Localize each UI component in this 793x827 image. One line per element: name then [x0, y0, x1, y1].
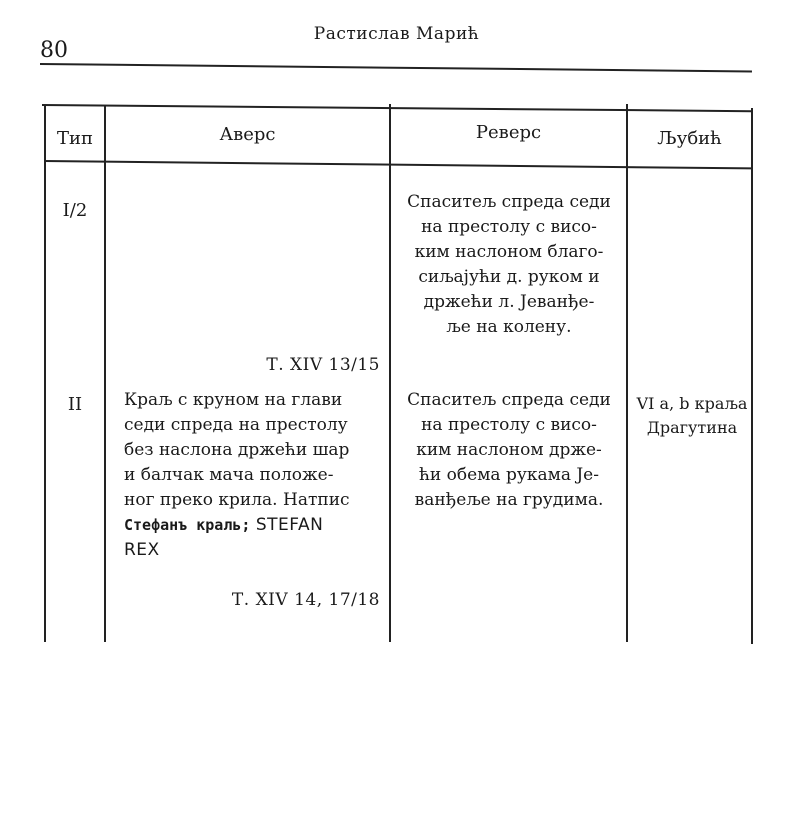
text-line: седи спреда на престолу: [124, 415, 348, 435]
text-line: ким наслоном благо-: [414, 242, 604, 262]
running-title: Растислав Марић: [313, 24, 480, 44]
text-line: без наслона држећи шар: [124, 440, 350, 460]
page-number: 80: [40, 38, 68, 63]
table-top-rule: [42, 104, 752, 112]
column-divider-3: [626, 104, 628, 642]
text-line: на престолу с висо-: [421, 217, 597, 237]
row2-ljubic: [630, 392, 754, 440]
text-line: ким наслоном држе-: [416, 440, 602, 460]
table-header-rule: [44, 160, 752, 169]
text-line: Спаситељ спреда седи: [407, 390, 611, 410]
column-divider-2: [389, 104, 391, 642]
col-header-type: Тип: [57, 128, 93, 149]
header-rule: [40, 63, 752, 72]
row2-type: II: [67, 394, 83, 415]
text-line: сиљајући д. руком и: [418, 267, 600, 287]
text-line: ље на колену.: [446, 317, 572, 337]
col-header-reverse: Реверс: [475, 122, 542, 143]
column-divider-1: [104, 106, 106, 642]
latin-inscription: STEFAN: [255, 515, 324, 535]
text-line: држећи л. Јеванђе-: [423, 292, 595, 312]
latin-inscription-cont: REX: [124, 540, 160, 560]
row2-obverse-ref: Т. XIV 14, 17/18: [231, 590, 380, 610]
text-line: ног преко крила. Натпис: [124, 490, 350, 510]
table-left-border: [44, 106, 46, 642]
row2-reverse: [393, 388, 625, 513]
row1-obverse-ref: Т. XIV 13/15: [266, 355, 380, 375]
text-line: ћи обема рукама Је-: [418, 465, 599, 485]
text-line: Спаситељ спреда седи: [407, 192, 611, 212]
text-line: Драгутина: [646, 418, 738, 437]
row1-type: I/2: [62, 200, 88, 221]
text-line: на престолу с висо-: [421, 415, 597, 435]
row2-obverse: [124, 388, 382, 563]
row1-reverse: [393, 190, 625, 340]
old-slavonic-inscription: Стефанъ краль;: [124, 516, 251, 534]
text-line: VI a, b краља: [636, 394, 748, 413]
col-header-ljubic: Љубић: [657, 128, 722, 149]
text-line: ванђеље на грудима.: [414, 490, 604, 510]
text-line: и балчак мача положе-: [124, 465, 334, 485]
inscription-line: [124, 513, 382, 538]
col-header-obverse: Аверс: [219, 124, 276, 145]
table-right-border: [751, 108, 753, 644]
text-line: Краљ с круном на глави: [124, 390, 343, 410]
